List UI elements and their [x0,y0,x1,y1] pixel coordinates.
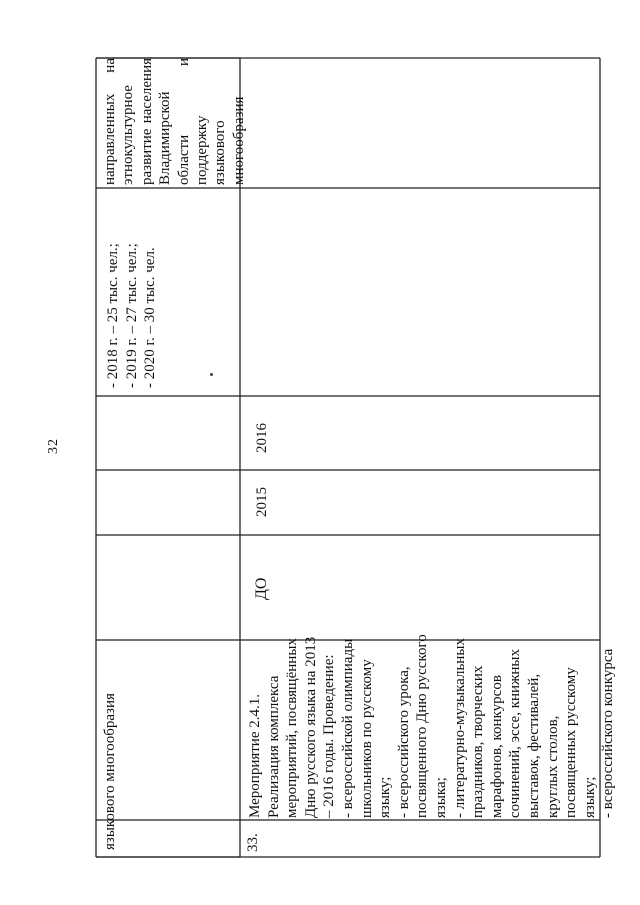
measure-line: посвященных русскому [563,667,580,818]
measure-line: праздников, творческих [470,665,487,818]
measure-line: - всероссийского урока, [395,666,412,818]
result-line: развитие населения [138,58,155,185]
measure-line: Дню русского языка на 2013 [302,636,319,818]
page-number: 32 [46,438,61,454]
measure-line: круглых столов, [544,715,561,818]
executor-text: ДО [253,577,270,600]
measure-line: языку; [377,776,394,818]
measure-line: школьников по русскому [358,659,375,818]
indicator-years-cell [104,243,160,388]
result-line: языкового [212,120,229,185]
start-year-cell [253,487,271,517]
measure-line: Мероприятие 2.4.1. [247,694,263,818]
end-year-text: 2016 [254,423,270,453]
row-number [244,833,262,852]
stray-mark [210,373,213,376]
measure-cell [246,634,618,818]
indicator-line: - 2018 г. – 25 тыс. чел.; [105,243,121,388]
result-line: Владимирской [157,91,174,185]
measure-line: языку; [581,776,598,818]
measure-line: сочинений, эссе, книжных [507,648,524,818]
indicator-line: - 2020 г. – 30 тыс. чел. [142,247,159,388]
result-line: области и [175,58,192,185]
measure-line: – 2016 годы. Проведение: [321,654,338,818]
prev-measure-cell [101,693,119,850]
measure-line: языка; [432,777,449,818]
measure-line: Реализация комплекса [265,675,282,818]
result-line: поддержку [194,115,211,185]
end-year-cell [253,423,271,453]
measure-line: посвященного Дню русского [414,634,431,818]
measure-line: выставок, фестивалей, [525,673,542,818]
measure-line: - литературно-музыкальных [451,638,468,818]
measure-line: - всероссийского конкурса [600,648,617,818]
measure-line: мероприятий, посвящённых [284,638,301,818]
row-number-text: 33. [245,833,261,852]
measure-line: марафонов, конкурсов [488,675,505,818]
result-line: направленных на [102,58,118,185]
result-line: этнокультурное [120,85,137,185]
result-line: многообразия [230,96,247,185]
executor-cell [253,578,271,600]
indicator-line: - 2019 г. – 27 тыс. чел.; [123,243,140,388]
measure-line: - всероссийской олимпиады [339,638,356,818]
prev-measure-text: языкового многообразия [102,693,118,850]
result-cell [101,58,248,185]
start-year-text: 2015 [254,487,270,517]
